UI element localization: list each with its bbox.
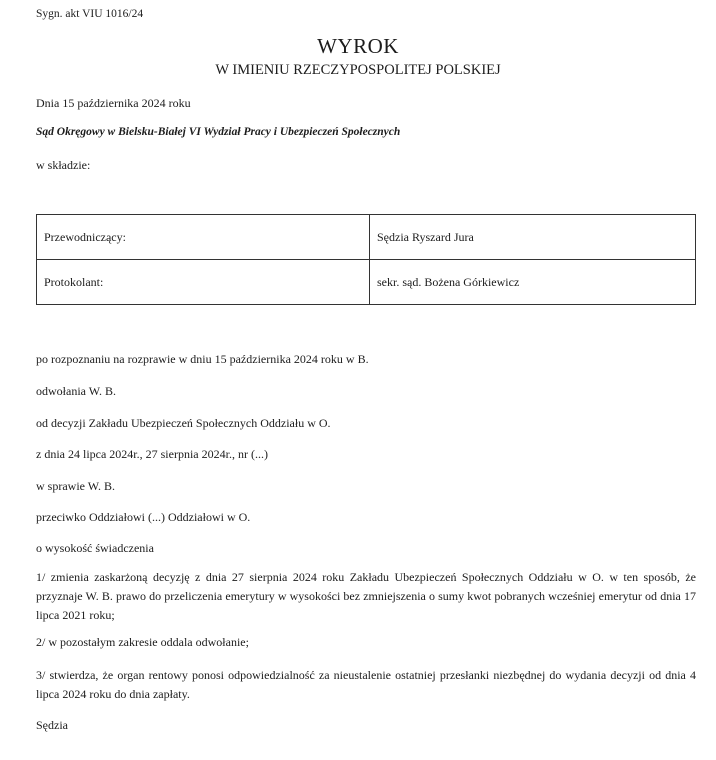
verdict-subtitle: W IMIENIU RZECZYPOSPOLITEJ POLSKIEJ — [215, 62, 501, 78]
table-row — [37, 215, 696, 260]
decision-source-line: od decyzji Zakładu Ubezpieczeń Społecznych Oddziału w O. — [36, 416, 331, 430]
panel-role: Protokolant: — [37, 260, 370, 305]
verdict-date: Dnia 15 października 2024 roku — [36, 96, 191, 110]
composition-label: w składzie: — [36, 158, 91, 172]
court-panel-table — [36, 214, 696, 305]
appeal-line: odwołania W. B. — [36, 384, 116, 398]
signature-label: Sędzia — [36, 718, 68, 732]
case-party-line: w sprawie W. B. — [36, 479, 115, 493]
opponent-line: przeciwko Oddziałowi (...) Oddziałowi w O. — [36, 510, 251, 524]
verdict-title: WYROK — [317, 34, 399, 58]
ruling-point-3: 3/ stwierdza, że organ rentowy ponosi odpowiedzialność za nieustalenie ostatniej przesłanki niezbędnej do wydania decyzji od dnia 4 lipca 2024 roku do dnia zapłaty. — [36, 668, 696, 701]
case-reference: Sygn. akt VIU 1016/24 — [36, 8, 144, 20]
panel-person: sekr. sąd. Bożena Górkiewicz — [370, 260, 696, 305]
court-name: Sąd Okręgowy w Bielsku-Białej VI Wydział Pracy i Ubezpieczeń Społecznych — [36, 126, 401, 138]
decision-dates-line: z dnia 24 lipca 2024r., 27 sierpnia 2024r., nr (...) — [36, 447, 268, 461]
ruling-point-1: 1/ zmienia zaskarżoną decyzję z dnia 27 sierpnia 2024 roku Zakładu Ubezpieczeń Społecznych Oddziału w O. w ten sposób, że przyznaje W. B. prawo do przeliczenia emerytury w wysokości bez zmniejszenia o sumy kwot pobranych wcześniej emerytur od dnia 17 lipca 2021 roku; — [36, 570, 696, 622]
panel-role: Przewodniczący: — [37, 215, 370, 260]
hearing-line: po rozpoznaniu na rozprawie w dniu 15 października 2024 roku w B. — [36, 352, 369, 366]
ruling-point-2: 2/ w pozostałym zakresie oddala odwołanie; — [36, 635, 249, 649]
subject-line: o wysokość świadczenia — [36, 541, 154, 555]
table-row — [37, 260, 696, 305]
panel-person: Sędzia Ryszard Jura — [370, 215, 696, 260]
